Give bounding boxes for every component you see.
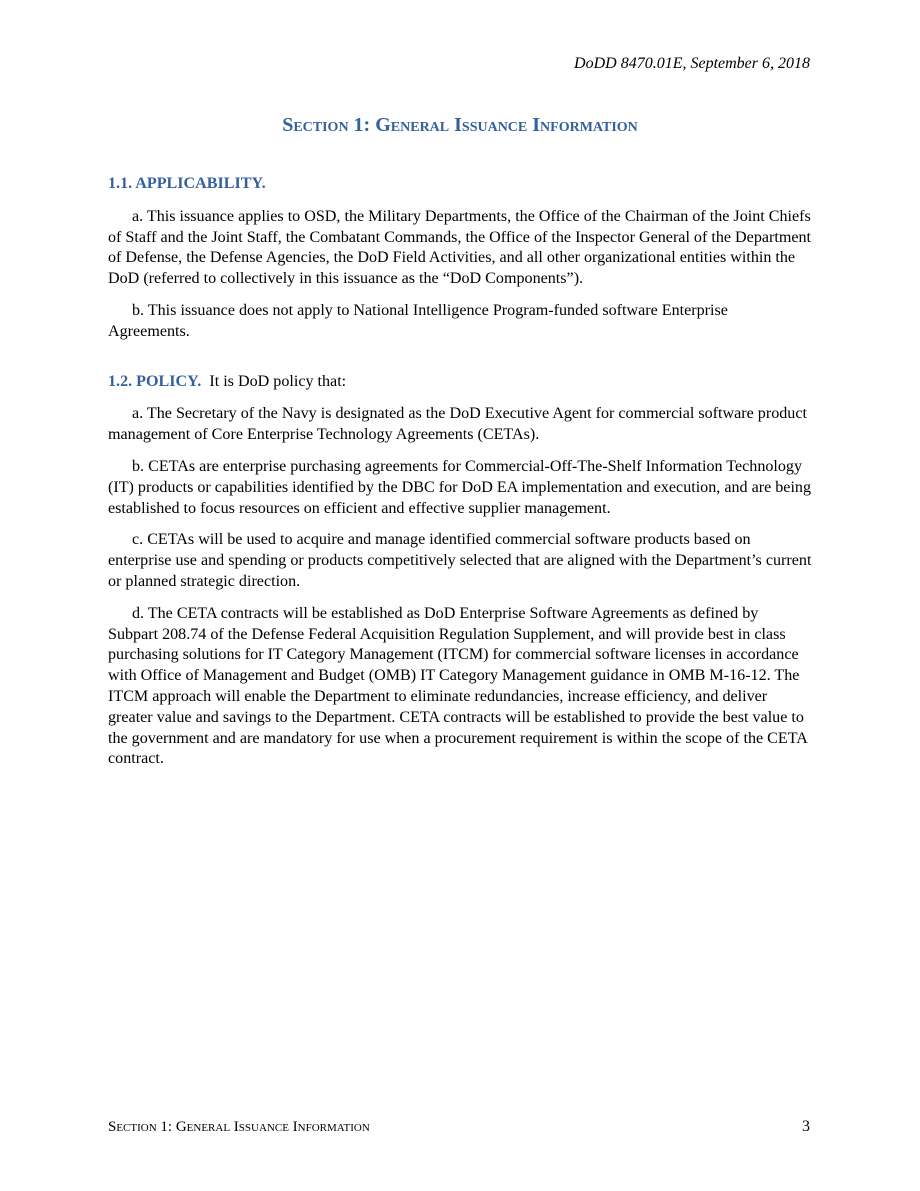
page-number: 3 [802, 1118, 810, 1135]
applicability-paragraph-a: a. This issuance applies to OSD, the Military Departments, the Office of the Chairman of the Joint Chiefs of Staff and the Joint Staff, the Combatant Commands, the Office of the Inspector General of the Department of Defense, the Defense Agencies, the DoD Field Activities, and all other organizational entities within the DoD (referred to collectively in this issuance as the “DoD Components”). [108, 207, 812, 288]
applicability-heading: 1.1. APPLICABILITY. [108, 175, 266, 192]
policy-paragraph-a: a. The Secretary of the Navy is designated as the DoD Executive Agent for commercial software product management of Core Enterprise Technology Agreements (CETAs). [108, 405, 807, 444]
document-body [108, 174, 812, 770]
policy-intro: It is DoD policy that: [209, 372, 347, 390]
policy-heading-line [108, 372, 812, 393]
running-header: DoDD 8470.01E, September 6, 2018 [574, 55, 810, 72]
policy-paragraph-c: c. CETAs will be used to acquire and manage identified commercial software products based on enterprise use and spending or products competitively selected that are aligned with the Department’s current or planned strategic direction. [108, 531, 812, 590]
policy-paragraph-b: b. CETAs are enterprise purchasing agreements for Commercial-Off-The-Shelf Information Technology (IT) products or capabilities identified by the DBC for DoD EA implementation and execution, and are being established to focus resources on efficient and effective supplier management. [108, 457, 812, 517]
section-title: Section 1: General Issuance Information [282, 114, 638, 136]
policy-heading: 1.2. POLICY. [108, 372, 202, 390]
footer-section-label: Section 1: General Issuance Information [108, 1119, 370, 1135]
applicability-paragraph-b: b. This issuance does not apply to National Intelligence Program-funded software Enterprise Agreements. [108, 301, 728, 340]
policy-paragraph-d: d. The CETA contracts will be established as DoD Enterprise Software Agreements as defined by Subpart 208.74 of the Defense Federal Acquisition Regulation Supplement, and will provide best in class purchasing solutions for IT Category Management (ITCM) for commercial software licenses in accordance with Office of Management and Budget (OMB) IT Category Management guidance in OMB M-16-12. The ITCM approach will enable the Department to eliminate redundancies, increase efficiency, and deliver greater value and savings to the Department. CETA contracts will be established to provide the best value to the government and are mandatory for use when a procurement requirement is within the scope of the CETA contract. [108, 604, 808, 768]
